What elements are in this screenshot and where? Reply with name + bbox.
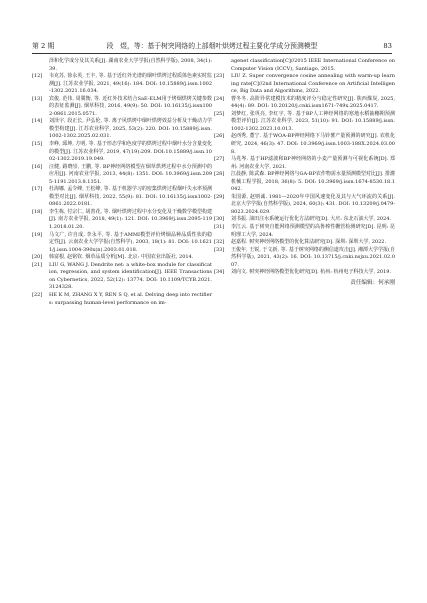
reference-entry: [32, 164, 212, 187]
reference-text: 马兆岑. 基于HP滤波和BP神经网络的小麦产量预测与可视化系统[D]. 郑州: 河南农业大学, 2021.: [231, 156, 395, 170]
reference-entry: [214, 133, 395, 156]
issue-number: 第 2 期: [32, 42, 55, 50]
reference-number: [14]: [32, 118, 43, 125]
reference-text: 宾俊, 范伟, 周冀衡, 等. 近红外技术结合SaE-ELM用于烤烟烘烤关键参数的表征监测[J]. 烟草科技, 2016, 49(9): 50. DOI: 10.16135/j.issn1002-0861.2015.0571.: [49, 95, 212, 117]
reference-number: [16]: [32, 163, 43, 170]
reference-text: 刘向文. 树突神经网络模型优化研究[D]. 杭州: 杭州电子科技大学, 2019.: [231, 269, 392, 276]
reference-entry: [214, 171, 395, 194]
reference-text: 赵嘉程. 树突神经网络模型的优化算法研究[D]. 深圳: 深圳大学, 2022.: [231, 239, 387, 246]
reference-entry: [214, 224, 395, 239]
reference-number: [17]: [32, 186, 43, 193]
reference-number: [15]: [32, 141, 43, 148]
reference-text: 杜海娜, 孟令峰, 王松峰, 等. 基于机器学习的密集烘烤过程烟叶失水率预测模型对比[J]. 烟草科技, 2022, 55(9): 81. DOI: 10.16135/j.issn1002-0861.2022.0181.: [49, 186, 212, 208]
reference-text: LIU G, WANG J. Dendrite net: a white-box module for classification, regression, and system identification[J]. IEEE Transactions on Cybernetics, 2022, 52(12): 13774. DOI: 10.1109/TCYB.2021.3124328.: [49, 261, 212, 291]
reference-number: [21]: [32, 261, 43, 268]
reference-entry: [214, 111, 395, 134]
reference-number: [28]: [214, 171, 225, 178]
responsible-editor: 责任编辑：何承刚: [350, 279, 395, 286]
reference-number: [23]: [214, 73, 225, 80]
reference-number: [19]: [32, 231, 43, 238]
reference-text: 李江云. 基于树突自能网络预测模型的高鲁棒性栅管检测研究[D]. 昆明: 昆明理工大学, 2024.: [231, 224, 395, 238]
reference-continuation: 泽和化学成分及其关系[J]. 湖南农业大学学报(自然科学版), 2008, 34(1): 39.: [49, 58, 212, 72]
reference-text: 刘梦红, 张巩亮, 李红宇, 等. 基于BP人工神经网络的寒地水稻抽穗期预测模型评价[J]. 江苏农业科学, 2023, 51(10): 91. DOI: 10.15889/j.issn.1002-1302.2023.10.013.: [231, 110, 395, 132]
reference-number: [30]: [214, 216, 225, 223]
reference-text: HE K M, ZHANG X Y, REN S Q, et al. Delving deep into rectifiers: surpassing human-level performance on im-: [49, 291, 212, 306]
reference-number: [13]: [32, 95, 43, 102]
reference-text: 曹冬冬. 高阶异常建模技术的精度评分与稳定性研究[J]. 陕西煤炭, 2025, 44(4): 89. DOI: 10.20120/j.cnki.issn1671-749x.2025.0417.: [231, 95, 395, 110]
reference-number: [26]: [214, 133, 225, 140]
reference-number: [27]: [214, 156, 225, 163]
reference-number: [18]: [32, 208, 43, 215]
reference-column-left: [32, 58, 212, 307]
reference-entry: [214, 156, 395, 171]
reference-text: 韩富根, 赵铭钦. 烟草品质分析[M]. 北京: 中国农业出版社, 2014.: [49, 254, 194, 261]
reference-entry: [214, 73, 395, 96]
reference-text: 朱国源, 赵则诚. 1981—2020年中国风速变化及其与大气环流的关系[J]. 北京大学学报(自然科学版), 2024, 60(3): 431. DOI: 10.13209/j.0479-8023.2024.029.: [231, 193, 395, 215]
reference-text: 刘书振. 油田注水系统运行优化方法研究[D]. 大庆: 东北石油大学, 2024.: [231, 216, 392, 223]
page-number: 83: [383, 42, 392, 50]
reference-number: [29]: [214, 193, 225, 200]
reference-number: [33]: [214, 246, 225, 253]
reference-text: 赵西秀, 董宁. 基于WOA-BP神经网络下马铃薯产量预测的研究[J]. 农机化研究, 2024, 46(3): 47. DOI: 10.3969/j.issn.1003-188X.2024.03.008.: [231, 133, 395, 155]
reference-entry: [32, 232, 212, 255]
reference-text: 汪健, 路晓崇, 王鹏, 等. BP神经网络模型在烟草烘烤过程中水分预测中的应用[J]. 河南农业学报, 2013, 44(8): 1351. DOI: 10.3969/j.issn.2095-1191.2013.8.1351.: [49, 163, 212, 185]
running-header: [32, 39, 392, 54]
reference-entry: [32, 209, 212, 232]
reference-number: [22]: [32, 291, 43, 298]
reference-entry: [214, 239, 395, 247]
reference-number: [32]: [214, 239, 225, 246]
reference-text: 王俊年, 王锐, 于文新, 等. 基于树突网络的侧信道攻击[J]. 湘潭大学学报(自然科学版), 2021, 43(2): 16. DOI: 10.13715/j.cnki.nsjxu.2021.02.007.: [231, 246, 395, 268]
reference-entry: [32, 262, 212, 292]
reference-entry: [32, 73, 212, 96]
reference-text: LIU Z. Super convergence cosine annealing with warm-up learning rate[C]//2nd International Conference on Artificial Intelligence, Big Data and Algorithms, 2022.: [231, 73, 395, 95]
reference-text: 刘泽宇, 段正长, 尹弘伦, 等. 离子风烘烤中烟叶烘烤效益分析及干燥动力学模型构建[J]. 江苏农业科学, 2025, 53(2): 220. DOI: 10.15889/j.issn.1002-1302.2025.02.031.: [49, 118, 212, 140]
reference-text: 韦克苏, 徐永英, 王丰, 等. 基于近红外光谱的烟叶烘烤过程质体色素实时监测[J]. 江苏农业学报, 2021, 49(16): 184. DOI: 10.15889/j.issn.1002-1302.2021.16.034.: [49, 73, 212, 95]
reference-entry: [32, 118, 212, 141]
reference-entry: [214, 194, 395, 217]
reference-number: [25]: [214, 110, 225, 117]
reference-entry: [32, 186, 212, 209]
reference-entry: [32, 254, 212, 262]
reference-number: [24]: [214, 95, 225, 102]
reference-column-right: [214, 58, 395, 287]
reference-number: [34]: [214, 269, 225, 276]
reference-number: [31]: [214, 224, 225, 231]
running-title: 段 煜，等：基于树突网络的上部烟叶烘烤过程主要化学成分预测模型: [106, 42, 318, 50]
reference-entry: [32, 292, 212, 307]
reference-text: 李峥, 邱坤, 方明, 等. 基于形态学和色度学的烘烤过程中烟叶水分含量变化的模型[J]. 江苏农业科学, 2019, 47(19):209. DOI:10.15889/j.issn.1002-1302.2019.19.049.: [49, 141, 212, 163]
reference-entry: [214, 216, 395, 224]
reference-text: 马文广, 许自成, 李永平, 等. 基于AMMI模型评价烤烟品种品质性状的稳定性[J]. 云南农业大学学报(自然科学), 2003, 18(1): 81. DOI: 10.16211/j.issn.1004-390x(n).2003.01.018.: [49, 231, 212, 253]
reference-entry: [214, 247, 395, 270]
reference-entry: [32, 96, 212, 119]
reference-number: [20]: [32, 254, 43, 261]
reference-number: [12]: [32, 73, 43, 80]
reference-text: 江晨静, 陈武森. BP神经网络与GA-BP农作物需水量预测模型对比[J]. 排灌机械工程学报, 2018, 36(8): 5. DOI: 10.3969/j.issn.1674-8530.18.1042.: [231, 171, 395, 193]
reference-entry: [214, 269, 395, 277]
reference-entry: [214, 96, 395, 111]
reference-entry: [32, 141, 212, 164]
reference-text: 李生栋, 付宗仁, 胡善花, 等. 烟叶烘烤过程中水分变化及干燥数学模型构建[J]. 南方农业学报, 2018, 49(1): 121. DOI: 10.3969/j.issn.2095-1191.2018.01.20.: [49, 208, 212, 231]
reference-continuation: agenet classification[C]//2015 IEEE International Conference on Computer Vision (ICCV), Santiago, 2015.: [231, 58, 395, 72]
